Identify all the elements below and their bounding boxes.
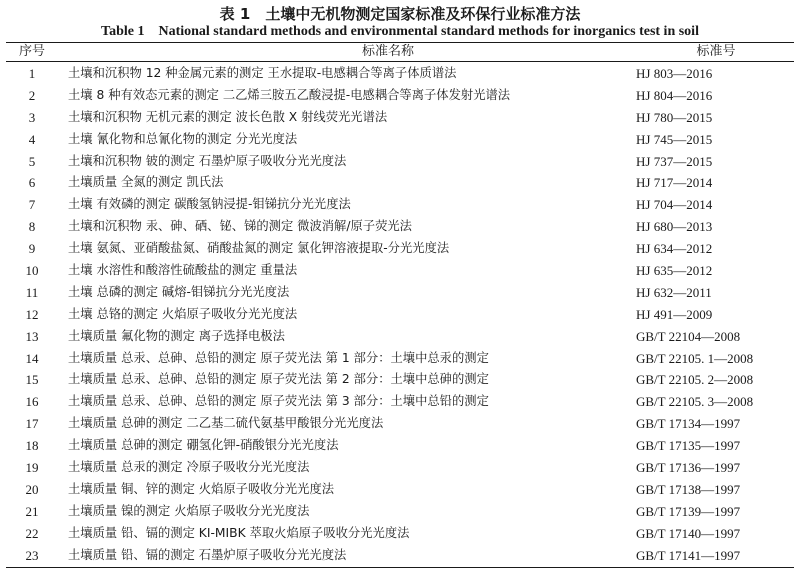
row-standard-name: 土壤和沉积物 汞、砷、硒、铋、锑的测定 微波消解/原子荧光法: [68, 219, 412, 234]
table-row: [6, 348, 794, 370]
row-standard-number: GB/T 22104—2008: [636, 328, 741, 344]
row-standard-number: HJ 717—2014: [636, 175, 713, 191]
table-title-english: Table 1 National standard methods and environmental standard methods for inorganics test in soil: [101, 24, 699, 39]
row-standard-name: 土壤质量 镍的测定 火焰原子吸收分光光度法: [68, 503, 310, 518]
row-index: 23: [25, 547, 39, 563]
table-row: [6, 501, 794, 523]
row-standard-name: 土壤质量 总汞、总砷、总铅的测定 原子荧光法 第 3 部分：土壤中总铅的测定: [68, 394, 489, 409]
row-standard-number: HJ 780—2015: [636, 109, 713, 125]
row-standard-name: 土壤质量 铅、镉的测定 KI-MIBK 萃取火焰原子吸收分光光度法: [68, 525, 410, 540]
table-row: [6, 260, 794, 282]
table-bottom-rule: [6, 567, 794, 568]
table-row: [6, 523, 794, 545]
row-standard-name: 土壤和沉积物 12 种金属元素的测定 王水提取-电感耦合等离子体质谱法: [68, 66, 457, 80]
row-index: 8: [28, 219, 36, 235]
row-standard-name: 土壤质量 氟化物的测定 离子选择电极法: [68, 328, 285, 343]
header-index: 序号: [18, 44, 45, 59]
table-row: [6, 435, 794, 457]
row-standard-number: HJ 804—2016: [636, 87, 713, 103]
row-standard-number: GB/T 17139—1997: [636, 503, 741, 519]
row-standard-number: GB/T 22105. 1—2008: [636, 350, 754, 366]
row-standard-number: HJ 745—2015: [636, 131, 713, 147]
table-row: [6, 545, 794, 567]
row-standard-name: 土壤质量 总砷的测定 硼氢化钾-硝酸银分光光度法: [68, 438, 339, 453]
row-standard-number: GB/T 17138—1997: [636, 481, 741, 497]
table-row: [6, 107, 794, 129]
row-index: 1: [28, 66, 36, 81]
table-row: [6, 238, 794, 260]
row-index: 17: [25, 416, 39, 432]
row-index: 14: [25, 350, 39, 366]
table-body: [6, 63, 794, 566]
table-title-chinese: 表 1 土壤中无机物测定国家标准及环保行业标准方法: [219, 5, 581, 23]
table-row: [6, 151, 794, 173]
table-header-rule: [6, 61, 794, 62]
table-row: [6, 216, 794, 238]
row-index: 9: [28, 241, 36, 257]
row-standard-name: 土壤 总磷的测定 碱熔-钼锑抗分光光度法: [68, 284, 290, 299]
row-standard-name: 土壤质量 铅、镉的测定 石墨炉原子吸收分光光度法: [68, 547, 347, 562]
row-index: 10: [25, 263, 39, 279]
row-standard-number: GB/T 17136—1997: [636, 460, 741, 476]
row-standard-name: 土壤 氰化物和总氰化物的测定 分光光度法: [68, 131, 298, 146]
row-standard-name: 土壤 有效磷的测定 碳酸氢钠浸提-钼锑抗分光光度法: [68, 197, 351, 212]
row-index: 5: [28, 153, 36, 169]
row-standard-number: HJ 680—2013: [636, 219, 713, 235]
row-index: 2: [28, 87, 36, 103]
row-standard-number: GB/T 17135—1997: [636, 438, 741, 454]
row-standard-number: GB/T 17134—1997: [636, 416, 741, 432]
row-index: 12: [25, 306, 39, 322]
header-standard-number: 标准号: [696, 44, 736, 59]
row-standard-number: GB/T 17141—1997: [636, 547, 741, 563]
row-standard-number: GB/T 22105. 3—2008: [636, 394, 754, 410]
table-row: [6, 413, 794, 435]
table-row: [6, 85, 794, 107]
row-index: 21: [25, 503, 39, 519]
row-standard-number: GB/T 22105. 2—2008: [636, 372, 754, 388]
header-standard-name: 标准名称: [361, 44, 414, 59]
row-standard-number: HJ 634—2012: [636, 241, 713, 257]
row-standard-number: HJ 737—2015: [636, 153, 713, 169]
table-row: [6, 304, 794, 326]
row-index: 3: [28, 109, 36, 125]
row-index: 16: [25, 394, 39, 410]
row-standard-number: GB/T 17140—1997: [636, 525, 741, 541]
table-row: [6, 129, 794, 151]
table-row: [6, 369, 794, 391]
row-standard-number: HJ 803—2016: [636, 66, 713, 81]
row-index: 13: [25, 328, 39, 344]
row-standard-number: HJ 491—2009: [636, 306, 713, 322]
row-standard-name: 土壤 总铬的测定 火焰原子吸收分光光度法: [68, 306, 298, 321]
row-standard-name: 土壤质量 总汞、总砷、总铅的测定 原子荧光法 第 1 部分：土壤中总汞的测定: [68, 350, 489, 365]
row-index: 7: [28, 197, 36, 213]
table-row: [6, 63, 794, 85]
table-row: [6, 391, 794, 413]
row-index: 11: [25, 284, 39, 300]
row-standard-name: 土壤 氨氮、亚硝酸盐氮、硝酸盐氮的测定 氯化钾溶液提取-分光光度法: [68, 241, 450, 256]
row-index: 20: [25, 481, 39, 497]
row-standard-name: 土壤 水溶性和酸溶性硫酸盐的测定 重量法: [68, 263, 298, 278]
row-standard-name: 土壤质量 总汞、总砷、总铅的测定 原子荧光法 第 2 部分：土壤中总砷的测定: [68, 372, 489, 387]
row-index: 6: [28, 175, 36, 191]
row-standard-number: HJ 632—2011: [636, 284, 712, 300]
table-row: [6, 172, 794, 194]
row-standard-number: HJ 635—2012: [636, 263, 713, 279]
row-standard-number: HJ 704—2014: [636, 197, 713, 213]
row-standard-name: 土壤质量 全氮的测定 凯氏法: [68, 175, 224, 190]
table-row: [6, 479, 794, 501]
row-standard-name: 土壤和沉积物 铍的测定 石墨炉原子吸收分光光度法: [68, 153, 347, 168]
table-row: [6, 326, 794, 348]
row-standard-name: 土壤 8 种有效态元素的测定 二乙烯三胺五乙酸浸提-电感耦合等离子体发射光谱法: [68, 87, 511, 102]
row-standard-name: 土壤和沉积物 无机元素的测定 波长色散 X 射线荧光光谱法: [68, 109, 388, 124]
row-index: 22: [25, 525, 39, 541]
table-row: [6, 282, 794, 304]
row-index: 18: [25, 438, 39, 454]
row-index: 19: [25, 460, 39, 476]
row-index: 15: [25, 372, 39, 388]
row-index: 4: [28, 131, 36, 147]
row-standard-name: 土壤质量 铜、锌的测定 火焰原子吸收分光光度法: [68, 481, 335, 496]
table-row: [6, 457, 794, 479]
table-row: [6, 194, 794, 216]
row-standard-name: 土壤质量 总砷的测定 二乙基二硫代氨基甲酸银分光光度法: [68, 416, 384, 431]
table-header: [6, 42, 794, 61]
row-standard-name: 土壤质量 总汞的测定 冷原子吸收分光光度法: [68, 460, 310, 475]
